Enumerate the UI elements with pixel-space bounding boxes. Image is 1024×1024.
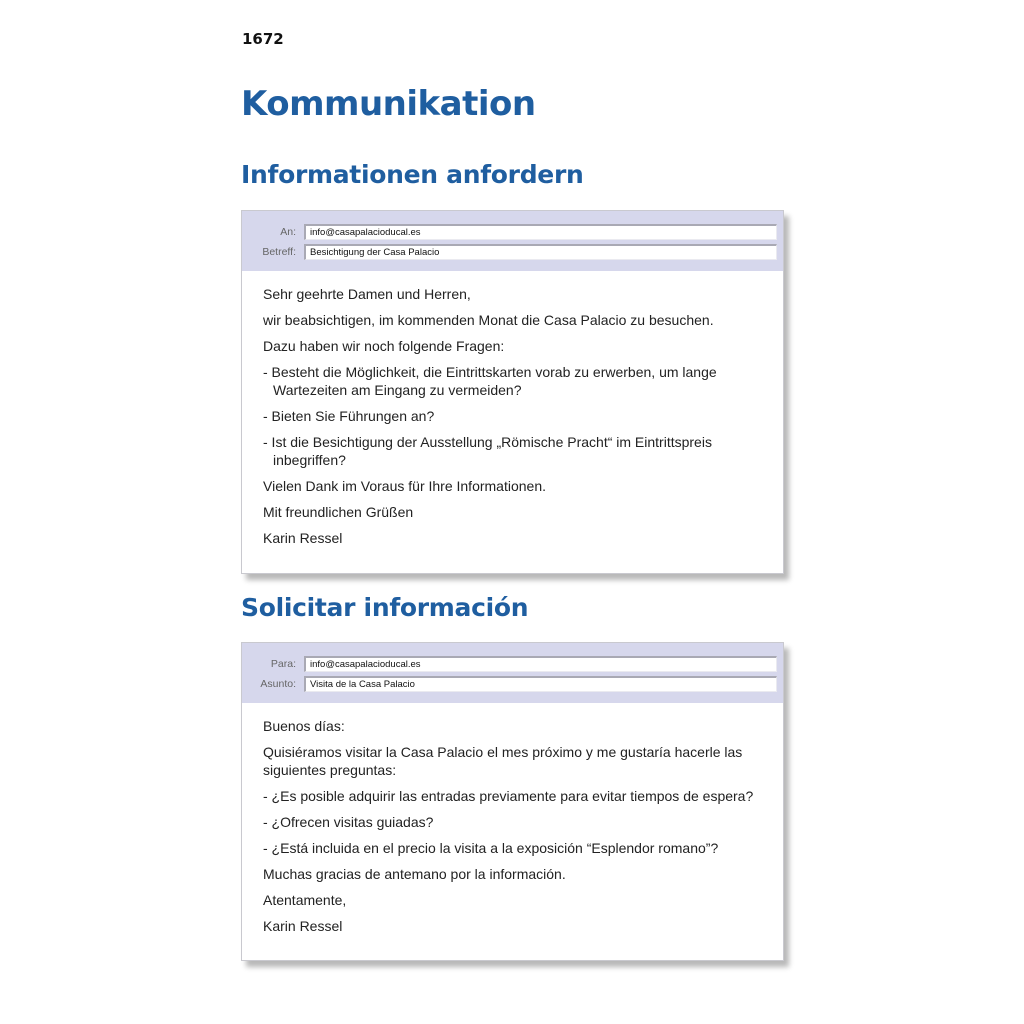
- body-paragraph: Quisiéramos visitar la Casa Palacio el mes próximo y me gustaría hacerle las siguientes preguntas:: [263, 744, 743, 778]
- subject-field[interactable]: Visita de la Casa Palacio: [304, 676, 777, 692]
- question-item: - ¿Está incluida en el precio la visita a la exposición “Esplendor romano”?: [263, 840, 719, 856]
- subject-label: Betreff:: [262, 246, 296, 258]
- to-field[interactable]: info@casapalacioducal.es: [304, 224, 777, 240]
- subject-field[interactable]: Besichtigung der Casa Palacio: [304, 244, 777, 260]
- question-item: - ¿Ofrecen visitas guiadas?: [263, 814, 434, 830]
- email-german: [241, 210, 784, 574]
- question-item: - Ist die Besichtigung der Ausstellung „Römische Pracht“ im Eintrittspreis inbegriffen?: [263, 434, 712, 468]
- body-paragraph: wir beabsichtigen, im kommenden Monat die Casa Palacio zu besuchen.: [263, 312, 714, 328]
- email-body: [242, 703, 783, 935]
- question-item: - Bieten Sie Führungen an?: [263, 408, 435, 424]
- email-spanish: [241, 642, 784, 961]
- email-header: [242, 211, 783, 271]
- email-body: [242, 271, 783, 547]
- to-row: [242, 654, 777, 674]
- to-row: [242, 222, 777, 242]
- question-item: - Besteht die Möglichkeit, die Eintrittskarten vorab zu erwerben, um lange Wartezeiten am Eingang zu vermeiden?: [263, 364, 717, 398]
- closing: Mit freundlichen Grüßen: [263, 504, 414, 520]
- chapter-title: Kommunikation: [241, 84, 536, 124]
- section-title-spanish: Solicitar información: [241, 593, 529, 622]
- body-paragraph: Muchas gracias de antemano por la información.: [263, 866, 566, 882]
- to-label: Para:: [270, 658, 296, 670]
- subject-row: [242, 674, 777, 694]
- to-label: An:: [280, 226, 296, 238]
- signature: Karin Ressel: [263, 918, 343, 934]
- section-title-german: Informationen anfordern: [241, 160, 584, 189]
- question-item: - ¿Es posible adquirir las entradas previamente para evitar tiempos de espera?: [263, 788, 754, 804]
- signature: Karin Ressel: [263, 530, 343, 546]
- email-header: [242, 643, 783, 703]
- page-number: 1672: [242, 30, 284, 48]
- subject-row: [242, 242, 777, 262]
- subject-label: Asunto:: [260, 678, 296, 690]
- salutation: Buenos días:: [263, 718, 345, 734]
- closing: Atentamente,: [263, 892, 347, 908]
- body-paragraph: Dazu haben wir noch folgende Fragen:: [263, 338, 505, 354]
- to-field[interactable]: info@casapalacioducal.es: [304, 656, 777, 672]
- salutation: Sehr geehrte Damen und Herren,: [263, 286, 471, 302]
- body-paragraph: Vielen Dank im Voraus für Ihre Informationen.: [263, 478, 547, 494]
